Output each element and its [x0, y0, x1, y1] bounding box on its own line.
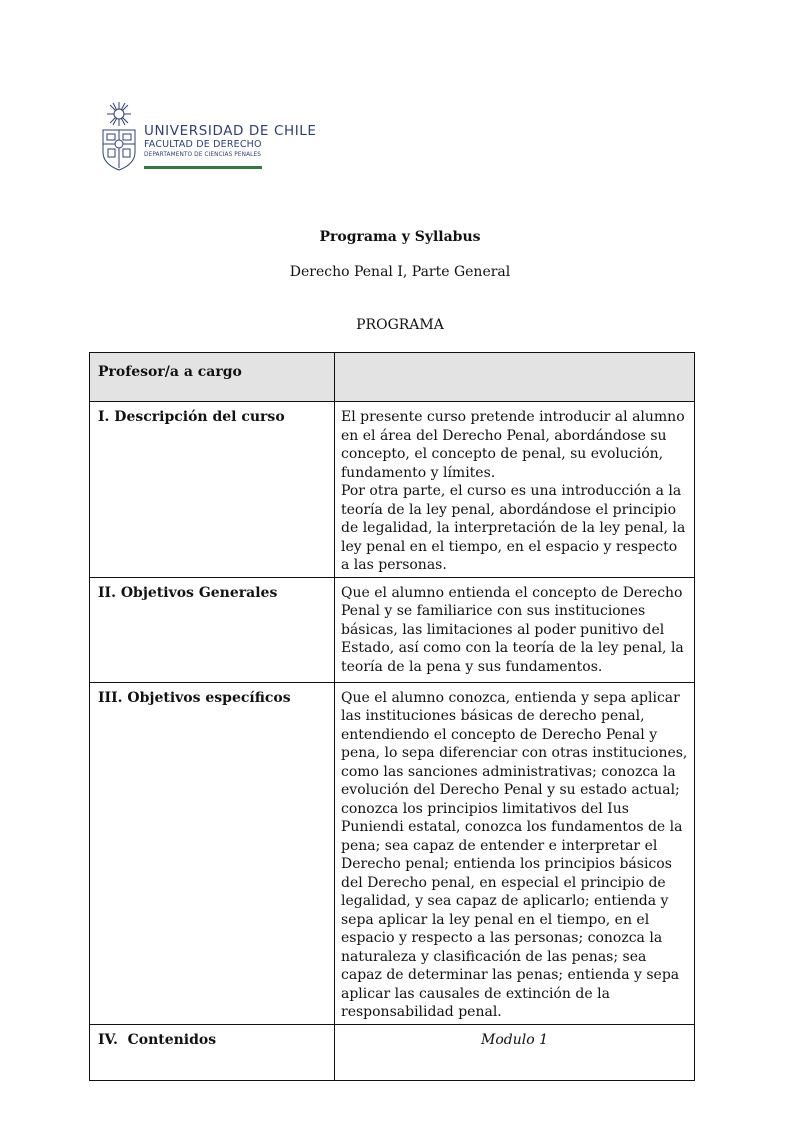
specific-objectives-text: Que el alumno conozca, entienda y sepa aplicar las instituciones básicas de derecho penal, entendiendo el concepto de Derecho Penal y pena, lo sepa diferenciar con otras instituciones, como las sanciones administrativas; conozca la evolución del Derecho Penal y su estado actual; conozca los principios limitativos del Ius Puniendi estatal, conozca los fundamentos de la pena; sea capaz de entender e interpretar el Derecho penal; entienda los principios básicos del Derecho penal, en especial el principio de legalidad, y sea capaz de aplicarlo; entienda y sepa aplicar la ley penal en el tiempo, en el espacio y respecto a las personas; conozca la naturaleza y clasificación de las penas; sea capaz de determinar las penas; entienda y sepa aplicar las causales de extinción de la responsabilidad penal. [335, 682, 695, 1024]
professor-value [335, 353, 695, 402]
university-logo [100, 100, 317, 172]
contents-label: IV. Contenidos [90, 1024, 335, 1080]
logo-faculty-name: FACULTAD DE DERECHO [144, 139, 262, 150]
document-title: Programa y Syllabus [319, 229, 481, 245]
description-label: I. Descripción del curso [90, 402, 335, 578]
logo-department-name: DEPARTAMENTO DE CIENCIAS PENALES [144, 152, 262, 158]
description-paragraph-1: El presente curso pretende introducir al alumno en el área del Derecho Penal, abordándose su concepto, el concepto de penal, su evolución, fundamento y límites. [341, 409, 685, 481]
course-name: Derecho Penal I, Parte General [289, 264, 511, 280]
table-row [90, 577, 695, 682]
table-row [90, 402, 695, 578]
program-table [89, 352, 695, 1081]
professor-label: Profesor/a a cargo [90, 353, 335, 402]
logo-green-bar [144, 166, 262, 169]
table-row [90, 682, 695, 1024]
specific-objectives-label: III. Objetivos específicos [90, 682, 335, 1024]
general-objectives-label: II. Objetivos Generales [90, 577, 335, 682]
logo-text [144, 124, 317, 160]
logo-university-name: UNIVERSIDAD DE CHILE [144, 123, 317, 139]
description-paragraph-2: Por otra parte, el curso es una introducción a la teoría de la ley penal, abordándose el principio de legalidad, la interpretación de la ley penal, la ley penal en el tiempo, en el espacio y respecto a las personas. [341, 483, 686, 573]
university-emblem-icon [100, 100, 138, 172]
section-heading: PROGRAMA [356, 317, 444, 333]
description-cell [335, 402, 695, 578]
general-objectives-text: Que el alumno entienda el concepto de Derecho Penal y se familiarice con sus instituciones básicas, las limitaciones al poder punitivo del Estado, así como con la teoría de la ley penal, la teoría de la pena y sus fundamentos. [335, 577, 695, 682]
module-label: Modulo 1 [335, 1024, 695, 1080]
table-row [90, 353, 695, 402]
table-row [90, 1024, 695, 1080]
